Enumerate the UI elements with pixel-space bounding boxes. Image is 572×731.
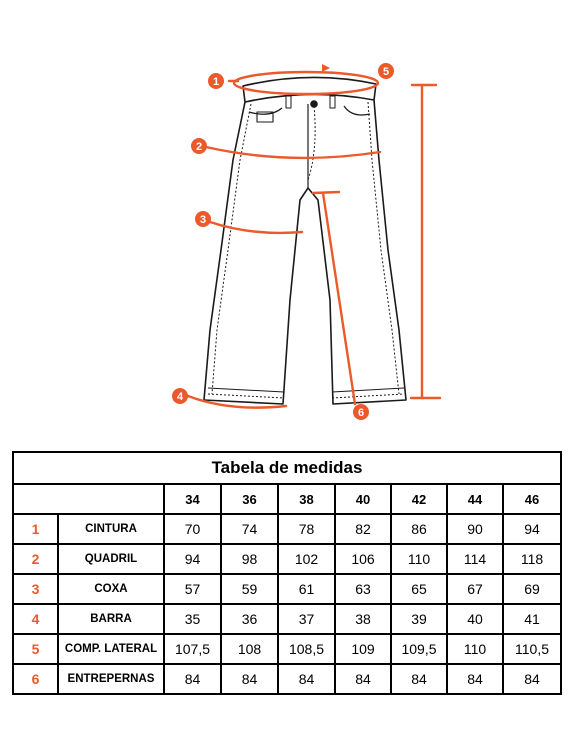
table-cell: 94 xyxy=(164,544,221,574)
table-cell: 84 xyxy=(335,664,391,694)
row-label: BARRA xyxy=(58,604,164,634)
row-number: 3 xyxy=(13,574,58,604)
row-number: 4 xyxy=(13,604,58,634)
pants-illustration xyxy=(204,77,406,404)
table-cell: 109,5 xyxy=(391,634,447,664)
table-cell: 108 xyxy=(221,634,278,664)
table-cell: 59 xyxy=(221,574,278,604)
table-row xyxy=(13,634,561,664)
table-row xyxy=(13,514,561,544)
size-table xyxy=(12,451,562,695)
table-cell: 84 xyxy=(391,664,447,694)
svg-text:1: 1 xyxy=(212,76,220,88)
table-cell: 36 xyxy=(221,604,278,634)
table-cell: 74 xyxy=(221,514,278,544)
marker-3 xyxy=(195,211,211,227)
size-header: 36 xyxy=(221,484,278,514)
table-cell: 67 xyxy=(447,574,503,604)
size-header: 42 xyxy=(391,484,447,514)
marker-5 xyxy=(378,63,394,79)
row-label: ENTREPERNAS xyxy=(58,664,164,694)
row-label: CINTURA xyxy=(58,514,164,544)
table-cell: 94 xyxy=(503,514,561,544)
size-header: 34 xyxy=(164,484,221,514)
table-title: Tabela de medidas xyxy=(13,452,561,484)
svg-text:2: 2 xyxy=(195,141,203,153)
size-header: 44 xyxy=(447,484,503,514)
table-cell: 84 xyxy=(447,664,503,694)
table-cell: 84 xyxy=(278,664,335,694)
row-number: 6 xyxy=(13,664,58,694)
table-cell: 84 xyxy=(221,664,278,694)
svg-text:4: 4 xyxy=(176,391,184,403)
table-cell: 109 xyxy=(335,634,391,664)
row-label: QUADRIL xyxy=(58,544,164,574)
table-cell: 108,5 xyxy=(278,634,335,664)
table-cell: 40 xyxy=(447,604,503,634)
size-header: 38 xyxy=(278,484,335,514)
table-row xyxy=(13,664,561,694)
row-label: COMP. LATERAL xyxy=(58,634,164,664)
table-cell: 84 xyxy=(164,664,221,694)
table-cell: 35 xyxy=(164,604,221,634)
marker-6 xyxy=(353,404,369,420)
svg-text:5: 5 xyxy=(382,66,390,78)
table-cell: 106 xyxy=(335,544,391,574)
table-cell: 37 xyxy=(278,604,335,634)
table-cell: 102 xyxy=(278,544,335,574)
table-cell: 114 xyxy=(447,544,503,574)
table-cell: 38 xyxy=(335,604,391,634)
table-cell: 98 xyxy=(221,544,278,574)
table-cell: 65 xyxy=(391,574,447,604)
table-cell: 107,5 xyxy=(164,634,221,664)
row-number: 1 xyxy=(13,514,58,544)
table-cell: 70 xyxy=(164,514,221,544)
table-cell: 41 xyxy=(503,604,561,634)
table-cell: 110 xyxy=(391,544,447,574)
marker-1 xyxy=(208,73,224,89)
svg-text:6: 6 xyxy=(357,407,365,419)
table-row xyxy=(13,544,561,574)
header-empty-cell xyxy=(13,484,164,514)
table-cell: 57 xyxy=(164,574,221,604)
table-cell: 61 xyxy=(278,574,335,604)
table-cell: 82 xyxy=(335,514,391,544)
size-header-row xyxy=(13,484,561,514)
table-cell: 84 xyxy=(503,664,561,694)
svg-text:3: 3 xyxy=(199,214,207,226)
table-cell: 39 xyxy=(391,604,447,634)
marker-4 xyxy=(172,388,188,404)
marker-2 xyxy=(191,138,207,154)
table-cell: 110,5 xyxy=(503,634,561,664)
table-row xyxy=(13,604,561,634)
table-cell: 118 xyxy=(503,544,561,574)
row-label: COXA xyxy=(58,574,164,604)
table-cell: 110 xyxy=(447,634,503,664)
table-cell: 86 xyxy=(391,514,447,544)
row-number: 2 xyxy=(13,544,58,574)
size-header: 40 xyxy=(335,484,391,514)
table-cell: 78 xyxy=(278,514,335,544)
row-number: 5 xyxy=(13,634,58,664)
table-row xyxy=(13,574,561,604)
table-cell: 63 xyxy=(335,574,391,604)
table-cell: 69 xyxy=(503,574,561,604)
table-cell: 90 xyxy=(447,514,503,544)
size-header: 46 xyxy=(503,484,561,514)
